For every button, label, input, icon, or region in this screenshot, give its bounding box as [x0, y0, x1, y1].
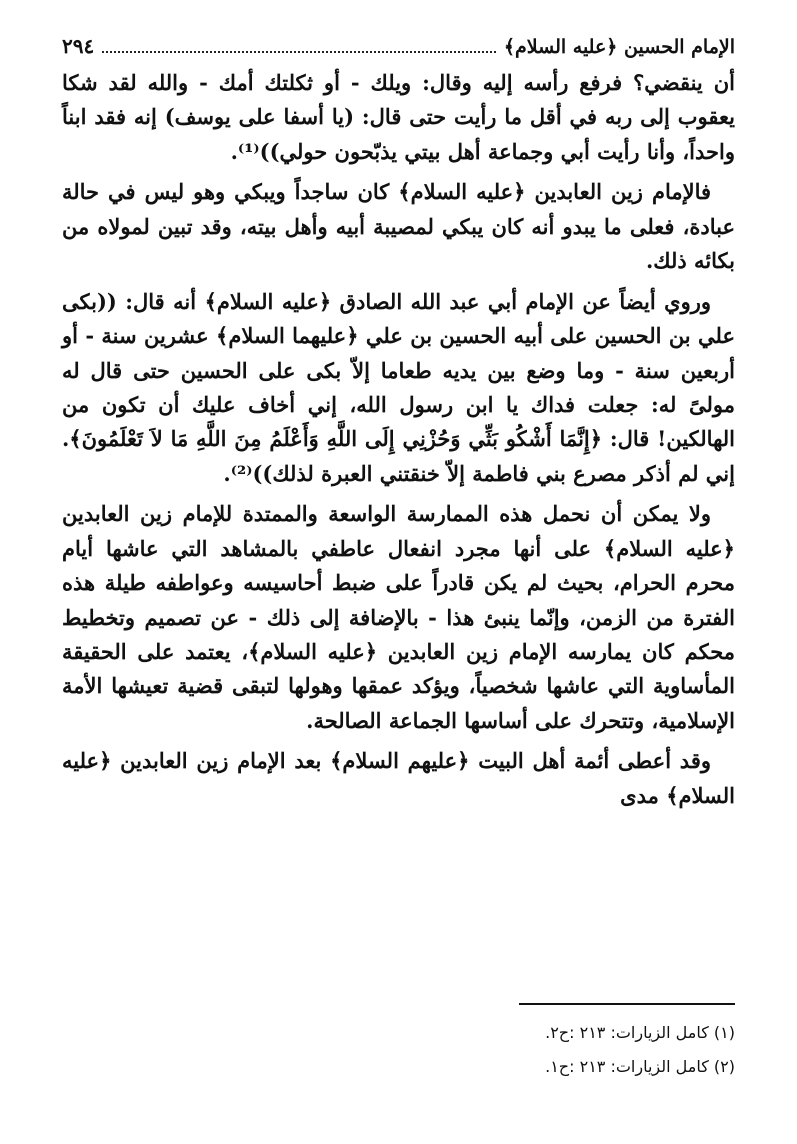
running-header [62, 28, 735, 58]
paragraph-1: أن ينقضي؟ فرفع رأسه إليه وقال: ويلك - أو ثكلتك أمك - والله لقد شكا يعقوب إلى ربه في أقل ما رأيت حتى قال: (يا أسفا على يوسف) إنه فقد ابناً واحداً، وأنا رأيت أبي وجماعة أهل بيتي يذبّحون حولي))⁽¹⁾. [62, 70, 735, 164]
footnote-1: (١) كامل الزيارات: ٢١٣ :ح٢. [545, 1023, 735, 1042]
footnotes [62, 1016, 735, 1084]
page-number: ٢٩٤ [62, 34, 95, 58]
paragraph-5: وقد أعطى أئمة أهل البيت ﴿عليهم السلام﴾ بعد الإمام زين العابدين ﴿عليه السلام﴾ مدى [62, 748, 735, 808]
header-dotted-leader [102, 51, 496, 53]
paragraph-3: وروي أيضاً عن الإمام أبي عبد الله الصادق ﴿عليه السلام﴾ أنه قال: ((بكى علي بن الحسين على أبيه الحسين بن علي ﴿عليهما السلام﴾ عشرين سنة - أو أربعين سنة - وما وضع بين يديه طعاما إلاّ بكى على الحسين حتى قال له مولىً له: جعلت فداك يا ابن رسول الله، إني أخاف عليك أن تكون من الهالكين! قال: ﴿إِنَّمَا أَشْكُو بَثِّي وَحُزْنِي إِلَى اللَّهِ وَأَعْلَمُ مِنَ اللَّهِ مَا لاَ تَعْلَمُونَ﴾. إني لم أذكر مصرع بني فاطمة إلاّ خنقتني العبرة لذلك))⁽²⁾. [62, 288, 735, 486]
header-title: الإمام الحسين ﴿عليه السلام﴾ [503, 36, 735, 58]
body-text [62, 66, 735, 819]
footnote-separator [519, 1003, 735, 1005]
paragraph-4: ولا يمكن أن نحمل هذه الممارسة الواسعة والممتدة للإمام زين العابدين ﴿عليه السلام﴾ على أنها مجرد انفعال عاطفي بالمشاهد التي عاشها أيام محرم الحرام، بحيث لم يكن قادراً على ضبط أحاسيسه وعواطفه طيلة هذه الفترة من الزمن، وإنّما ينبئ هذا - بالإضافة إلى ذلك - عن تصميم وتخطيط محكم كان يمارسه الإمام زين العابدين ﴿عليه السلام﴾، يعتمد على الحقيقة المأساوية التي عاشها شخصياً، ويؤكد عمقها وهولها لتبقى قضية تعيشها الأمة الإسلامية، وتتحرك على أساسها الجماعة الصالحة. [62, 501, 735, 733]
paragraph-2: فالإمام زين العابدين ﴿عليه السلام﴾ كان ساجداً ويبكي وهو ليس في حالة عبادة، فعلى ما يبدو أنه كان يبكي لمصيبة أبيه وأهل بيته، وقد تبين لمولاه من بكائه ذلك. [62, 179, 735, 274]
footnote-2: (٢) كامل الزيارات: ٢١٣ :ح١. [545, 1057, 735, 1076]
